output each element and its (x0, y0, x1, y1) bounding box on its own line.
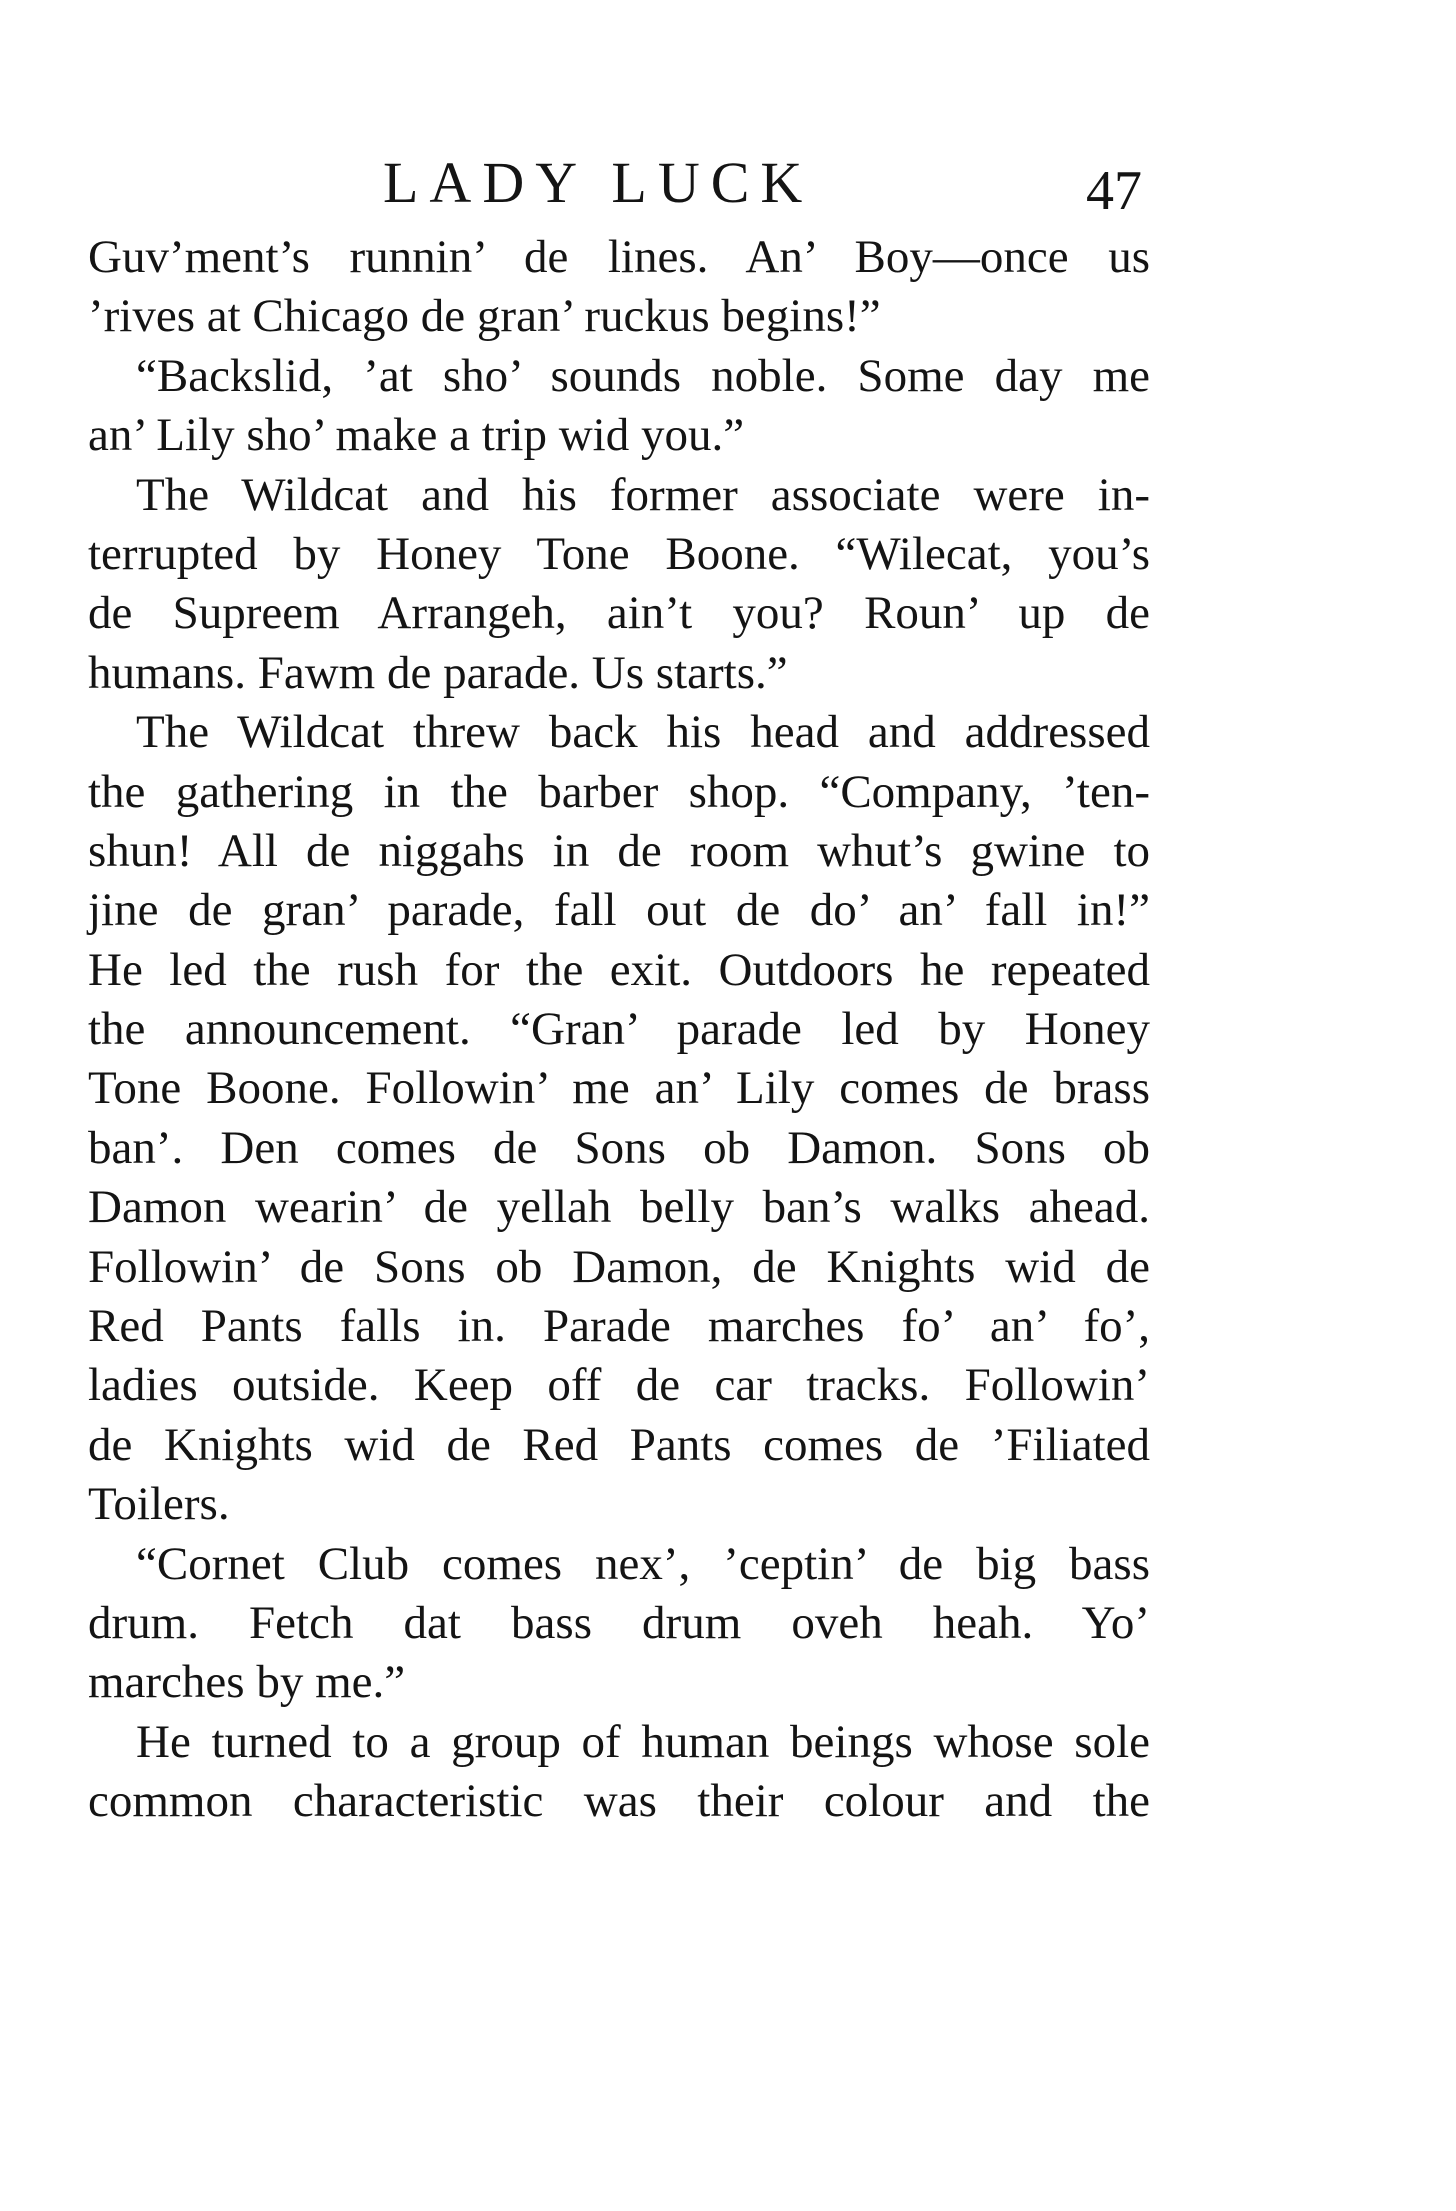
text-line: an’ Lily sho’ make a trip wid you.” (88, 409, 745, 462)
running-head (88, 148, 1150, 222)
text-line: de Supreem Arrangeh, ain’t you? Roun’ up de (88, 587, 1150, 640)
text-line: terrupted by Honey Tone Boone. “Wilecat, you’s (88, 527, 1150, 580)
text-line: common characteristic was their colour and the (88, 1775, 1150, 1828)
text-line: shun! All de niggahs in de room whut’s gwine to (88, 824, 1150, 877)
text-line: ladies outside. Keep off de car tracks. Followin’ (88, 1359, 1150, 1412)
text-line: drum. Fetch dat bass drum oveh heah. Yo’ (88, 1596, 1150, 1649)
text-line: the announcement. “Gran’ parade led by Honey (88, 1003, 1150, 1056)
text-line: ban’. Den comes de Sons ob Damon. Sons ob (88, 1121, 1150, 1174)
text-line: the gathering in the barber shop. “Company, ’ten- (88, 765, 1150, 818)
text-line: Guv’ment’s runnin’ de lines. An’ Boy—once us (88, 231, 1150, 283)
text-line: Tone Boone. Followin’ me an’ Lily comes de brass (88, 1062, 1150, 1115)
text-line: The Wildcat threw back his head and addressed (136, 706, 1150, 759)
text-line: ’rives at Chicago de gran’ ruckus begins!” (88, 290, 881, 343)
running-title: LADY LUCK (383, 150, 814, 215)
text-line: de Knights wid de Red Pants comes de ’Filiated (88, 1418, 1150, 1471)
text-line: Damon wearin’ de yellah belly ban’s walks ahead. (88, 1181, 1150, 1234)
text-line: Red Pants falls in. Parade marches fo’ an’ fo’, (88, 1300, 1150, 1353)
text-line: He turned to a group of human beings whose sole (136, 1715, 1150, 1768)
text-line: jine de gran’ parade, fall out de do’ an’ fall in!” (88, 884, 1150, 937)
text-line: The Wildcat and his former associate were in- (136, 468, 1150, 521)
text-line: Toilers. (88, 1478, 230, 1531)
text-line: marches by me.” (88, 1656, 406, 1709)
text-line: “Cornet Club comes nex’, ’ceptin’ de big bass (136, 1537, 1150, 1590)
text-line: He led the rush for the exit. Outdoors he repeated (88, 943, 1150, 996)
text-line: “Backslid, ’at sho’ sounds noble. Some day me (136, 349, 1150, 402)
page-number: 47 (1086, 160, 1142, 222)
text-line: humans. Fawm de parade. Us starts.” (88, 646, 788, 699)
text-line: Followin’ de Sons ob Damon, de Knights wid de (88, 1240, 1150, 1293)
body-text (88, 228, 1150, 1832)
